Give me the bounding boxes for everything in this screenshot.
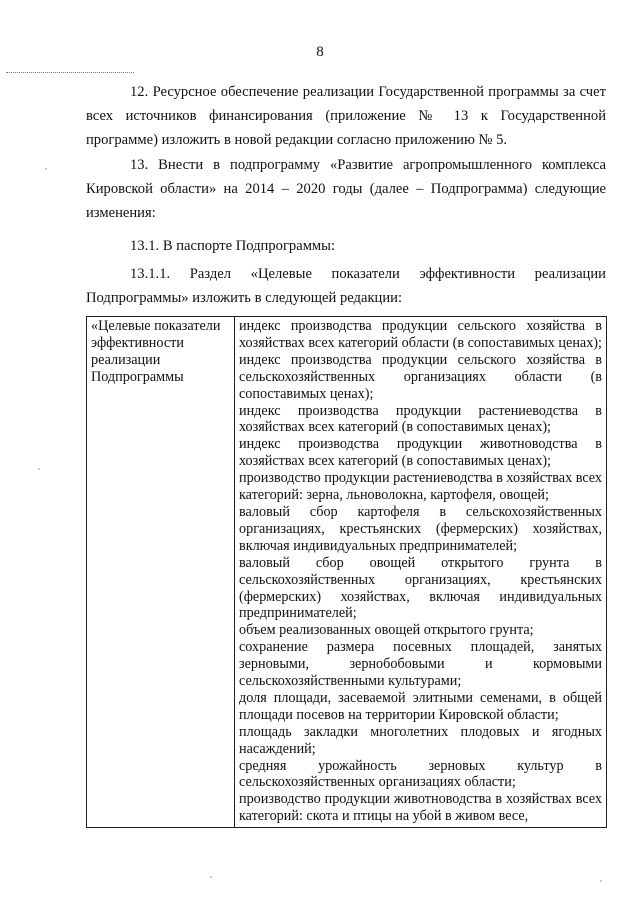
indicator-item: производство продукции животноводства в хозяйствах всех категорий: скота и птицы на убой в живом весе, [239,791,602,825]
scan-speck [45,168,47,170]
indicator-item: сохранение размера посевных площадей, занятых зерновыми, зернобобовыми и кормовыми сельскохозяйственными культурами; [239,639,602,690]
scan-speck [210,876,212,878]
indicator-item: валовый сбор картофеля в сельскохозяйственных организациях, крестьянских (фермерских) хозяйствах, включая индивидуальных предпринимателей; [239,503,602,554]
scan-speck [600,880,602,882]
page-number: 8 [316,44,324,60]
paragraph-13-1 [86,234,606,258]
paragraph-12-text: 12. Ресурсное обеспечение реализации Государственной программы за счет всех источников финансирования (приложение № 13 к Государственной программе) изложить в новой редакции согласно приложению № 5. [86,84,606,148]
paragraph-13-text: 13. Внести в подпрограмму «Развитие агропромышленного комплекса Кировской области» на 2014 – 2020 годы (далее – Подпрограмма) следующие изменения: [86,157,606,221]
scan-artifact-line [6,72,134,73]
indicator-item: производство продукции растениеводства в хозяйствах всех категорий: зерна, льноволокна, картофеля, овощей; [239,470,602,504]
indicator-item: доля площади, засеваемой элитными семенами, в общей площади посевов на территории Кировской области; [239,689,602,723]
paragraph-12 [86,80,606,152]
indicator-item: валовый сбор овощей открытого грунта в сельскохозяйственных организациях, крестьянских (фермерских) хозяйствах, включая индивидуальных предпринимателей; [239,554,602,622]
indicator-item: индекс производства продукции растениеводства в хозяйствах всех категорий (в сопоставимых ценах); [239,402,602,436]
indicator-item: площадь закладки многолетних плодовых и ягодных насаждений; [239,723,602,757]
paragraph-13-1-1 [86,262,606,310]
paragraph-13-1-1-text: 13.1.1. Раздел «Целевые показатели эффективности реализации Подпрограммы» изложить в следующей редакции: [86,266,606,306]
table-right-cell [235,317,607,828]
indicator-item: индекс производства продукции животноводства в хозяйствах всех категорий (в сопоставимых ценах); [239,436,602,470]
indicator-item: объем реализованных овощей открытого грунта; [239,622,534,639]
indicators-table [86,316,607,828]
paragraph-13-1-text: 13.1. В паспорте Подпрограммы: [130,238,336,254]
paragraph-13 [86,153,606,225]
indicator-item: средняя урожайность зерновых культур в сельскохозяйственных организациях области; [239,757,602,791]
scan-speck [38,468,40,470]
table-left-cell: «Целевые показатели эффективности реализации Подпрограммы [87,317,235,828]
indicator-item: индекс производства продукции сельского хозяйства в хозяйствах всех категорий области (в сопоставимых ценах); [239,318,602,351]
indicator-item: индекс производства продукции сельского хозяйства в сельскохозяйственных организациях области (в сопоставимых ценах); [239,351,602,402]
table-row [87,317,607,828]
